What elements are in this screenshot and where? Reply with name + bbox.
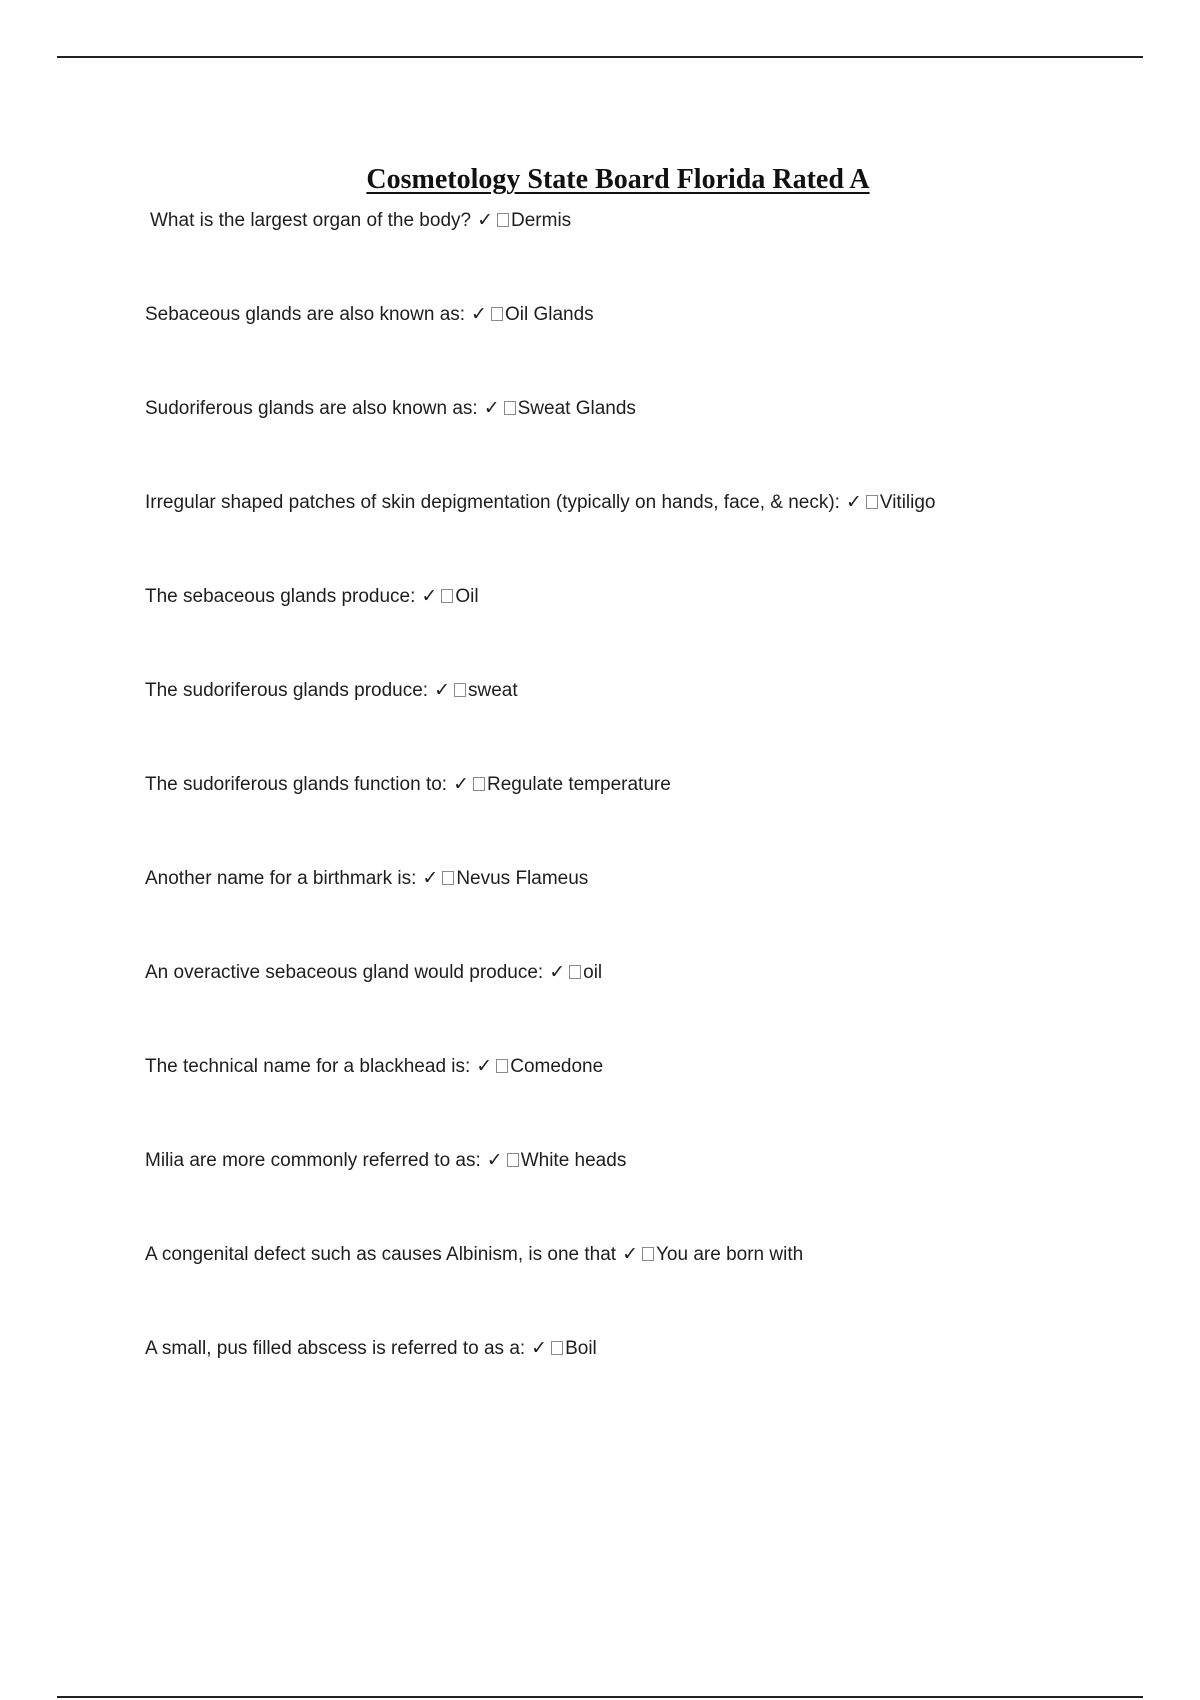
qa-item: [145, 393, 1145, 487]
answer-text: oil: [583, 962, 603, 983]
qa-item: [145, 1333, 1145, 1427]
empty-box-icon: [642, 1247, 654, 1261]
empty-box-icon: [507, 1153, 519, 1167]
question-text: Irregular shaped patches of skin depigmentation (typically on hands, face, & neck):: [145, 492, 840, 513]
question-text: The sudoriferous glands produce:: [145, 680, 429, 701]
qa-item: [145, 1145, 1145, 1239]
answer-text: Comedone: [510, 1056, 604, 1077]
empty-box-icon: [866, 495, 878, 509]
question-text: Sudoriferous glands are also known as:: [145, 398, 478, 419]
question-text: The sebaceous glands produce:: [145, 586, 416, 607]
answer-text: White heads: [520, 1150, 627, 1171]
empty-box-icon: [504, 401, 516, 415]
question-text: The sudoriferous glands function to:: [145, 774, 448, 795]
answer-text: Dermis: [511, 210, 572, 231]
bottom-rule: [57, 1696, 1143, 1698]
qa-item: [145, 675, 1145, 769]
empty-box-icon: [569, 965, 581, 979]
empty-box-icon: [441, 589, 453, 603]
checkmark-icon: ✓: [453, 773, 469, 795]
answer-text: Regulate temperature: [487, 774, 671, 795]
empty-box-icon: [473, 777, 485, 791]
qa-item: [145, 1239, 1145, 1333]
checkmark-icon: ✓: [476, 1055, 493, 1077]
question-text: An overactive sebaceous gland would produce:: [145, 962, 544, 983]
qa-item: [145, 487, 1145, 581]
empty-box-icon: [496, 1059, 508, 1073]
question-text: Milia are more commonly referred to as:: [145, 1150, 481, 1171]
question-text: Another name for a birthmark is:: [145, 868, 417, 889]
qa-item: [145, 205, 1145, 299]
checkmark-icon: ✓: [531, 1337, 548, 1359]
qa-item: [145, 581, 1145, 675]
top-rule: [57, 56, 1143, 58]
empty-box-icon: [551, 1341, 563, 1355]
qa-item: [145, 957, 1145, 1051]
answer-text: Boil: [565, 1338, 597, 1359]
document-title: Cosmetology State Board Florida Rated A: [366, 163, 870, 195]
checkmark-icon: ✓: [421, 585, 438, 607]
checkmark-icon: ✓: [434, 679, 450, 701]
empty-box-icon: [497, 213, 509, 227]
checkmark-icon: ✓: [486, 1149, 503, 1171]
empty-box-icon: [442, 871, 454, 885]
checkmark-icon: ✓: [471, 303, 487, 325]
checkmark-icon: ✓: [845, 491, 862, 513]
empty-box-icon: [454, 683, 466, 697]
answer-text: sweat: [467, 680, 518, 701]
qa-item: [145, 769, 1145, 863]
checkmark-icon: ✓: [549, 961, 566, 983]
question-text: The technical name for a blackhead is:: [145, 1056, 471, 1077]
checkmark-icon: ✓: [477, 209, 494, 231]
answer-text: You are born with: [655, 1244, 804, 1265]
question-text: A small, pus filled abscess is referred to as a:: [145, 1338, 526, 1359]
checkmark-icon: ✓: [422, 867, 439, 889]
question-text: What is the largest organ of the body?: [150, 210, 472, 231]
qa-item: [145, 1051, 1145, 1145]
qa-item: [145, 299, 1145, 393]
answer-text: Nevus Flameus: [456, 868, 589, 889]
answer-text: Vitiligo: [879, 492, 936, 513]
answer-text: Oil Glands: [504, 304, 594, 325]
checkmark-icon: ✓: [622, 1243, 638, 1265]
empty-box-icon: [491, 307, 503, 321]
answer-text: Sweat Glands: [517, 398, 636, 419]
qa-item: [145, 863, 1145, 957]
checkmark-icon: ✓: [483, 397, 500, 419]
qa-list: [145, 205, 1145, 1427]
question-text: Sebaceous glands are also known as:: [145, 304, 466, 325]
answer-text: Oil: [455, 586, 479, 607]
question-text: A congenital defect such as causes Albinism, is one that: [145, 1244, 617, 1265]
